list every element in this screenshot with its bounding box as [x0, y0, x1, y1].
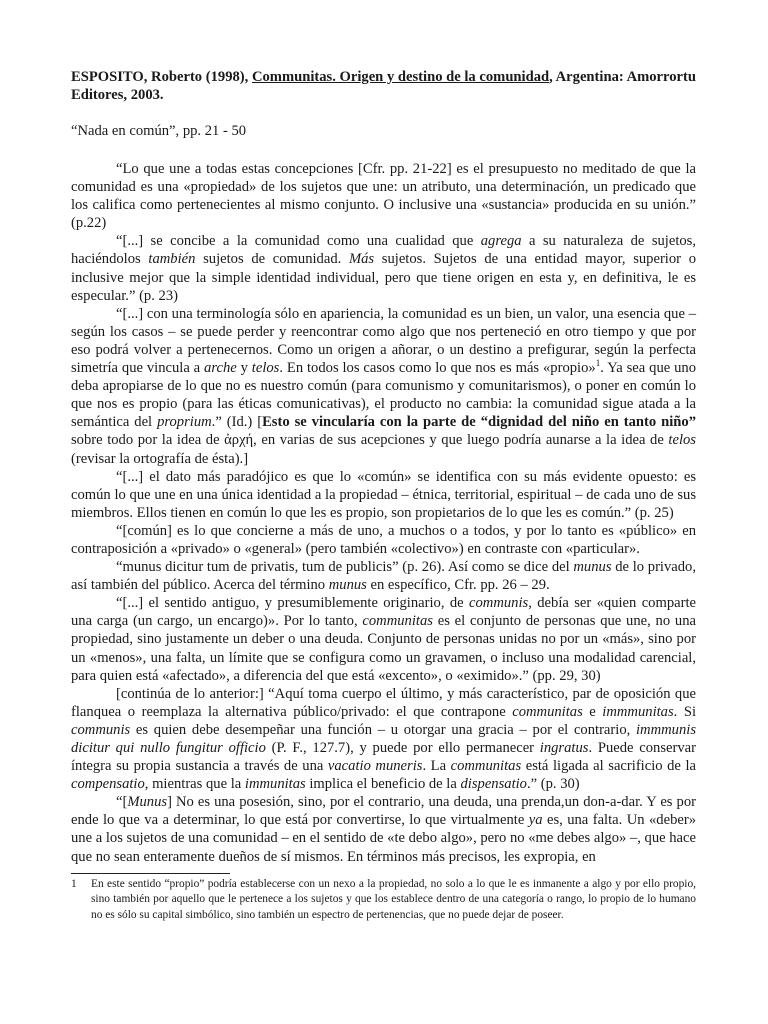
italic-term: communitas [362, 613, 433, 630]
italic-term: communis [469, 595, 529, 612]
italic-term: telos [668, 432, 696, 449]
paragraph-7 [71, 594, 696, 684]
text-span: es el conjunto de personas que une, no una propiedad, sino justamente un deber o una deuda. Conjunto de personas unidas no por un «más», sino por un «menos», una falta, un límite que se configura como un gravamen, o incluso una modalidad carencial, para quien está «afectado», a diferencia del que está «excento», o «eximido».” (pp. 29, 30) [71, 613, 696, 684]
paragraph-1: “Lo que une a todas estas concepciones [Cfr. pp. 21-22] es el presupuesto no meditado de que la comunidad es una «propiedad» de los sujetos que une: un atributo, una determinación, un predicado que los califica como pertenecientes al mismo conjunto. O inclusive una «sustancia» producida en su unión.” (p.22) [71, 161, 696, 232]
text-span: .” (Id.) [ [211, 414, 263, 431]
paragraph-6 [71, 558, 696, 594]
reference-title: Communitas. Origen y destino de la comunidad [251, 69, 550, 85]
text-span: es, una falta. Un «deber» une a los sujetos de una comunidad – en el sentido de «te debo algo», pero no «me debes algo» –, que hace que no sean enteramente dueños de sí mismos. En términos más precisos, les expropia, en [71, 812, 696, 865]
text-span: . Puede conservar íntegra su propia sustancia a través de una [71, 740, 696, 775]
italic-term: arche [204, 360, 237, 377]
italic-term: Munus [127, 794, 168, 811]
italic-term: munus [328, 577, 367, 594]
italic-term: proprium [157, 414, 212, 431]
italic-term: telos [251, 360, 280, 377]
text-span: “[ [116, 794, 128, 811]
paragraph-9 [71, 793, 696, 865]
text-span: de lo privado, así también del público. Acerca del término [71, 559, 696, 594]
text-span: sobre todo por la idea de ἀρχή, en varias de sus acepciones y que luego podría aunarse a la idea de [71, 432, 669, 449]
section-heading: “Nada en común”, pp. 21 - 50 [71, 123, 247, 139]
text-span: (P. F., 127.7), y puede por ello permanecer [265, 740, 540, 756]
text-span: , mientras que la [144, 776, 245, 793]
reference-publisher: , Argentina: Amorrortu Editores, 2003. [71, 69, 697, 103]
italic-term: vacatio muneris [327, 758, 423, 775]
text-span: en específico, Cfr. pp. 26 – 29. [366, 577, 550, 594]
text-span: está ligada al sacrificio de la [521, 758, 696, 775]
italic-term: también [148, 251, 196, 268]
italic-term: communitas [450, 758, 522, 775]
paragraph-8 [71, 685, 696, 794]
text-span: . En todos los casos como lo que nos es más «propio» [279, 360, 596, 377]
paragraph-5: “[común] es lo que concierne a más de uno, a muchos o a todos, y por lo tanto es «público» en contraposición a «privado» o «general» (pero también «colectivo») en contraste con «particular». [71, 522, 696, 557]
text-span: sujetos. Sujetos de una entidad mayor, superior o inclusive mejor que la simple identidad individual, pero que tiene origen en esta y, en definitiva, le es especular.” (p. 23) [71, 251, 696, 304]
italic-term: immunitas [244, 776, 306, 793]
text-span: es quien debe desempeñar una función – u otorgar una gracia – por el contrario, [130, 721, 636, 738]
paragraph-2 [71, 232, 696, 304]
bibliographic-reference [71, 68, 696, 104]
text-span: ] No es una posesión, sino, por el contrario, una deuda, una prenda,un don-a-dar. Y es por ende lo que va a determinar, lo que está por convertirse, lo que virtualmente [71, 794, 696, 829]
footnote-marker[interactable]: 1 [595, 358, 601, 369]
italic-term: compensatio [71, 776, 145, 793]
reference-author: ESPOSITO, Roberto (1998), [71, 69, 252, 85]
italic-term: munus [573, 559, 612, 576]
text-span: “[...] se concibe a la comunidad como una cualidad que [116, 233, 481, 250]
bold-note: Esto se vincularía con la parte de “dignidad del niño en tanto niño” [262, 414, 696, 431]
text-span: implica el beneficio de la [305, 776, 461, 793]
text-span: e [582, 703, 603, 720]
italic-term: agrega [480, 233, 522, 250]
text-span: . Ya sea que uno deba apropiarse de lo que no es nuestro común (para comunismo y comunitarismos), o poner en común lo que nos es propio (para las éticas comunicativas), el producto no cambia: la comunidad sigue atada a la semántica del [71, 360, 696, 431]
text-span: “[...] el sentido antiguo, y presumiblemente originario, de [116, 595, 470, 612]
footnote-text: En este sentido “propio” podría establecerse con un nexo a la propiedad, no solo a lo que le es inmanente a algo y por ello propio, sino también por aquello que le pertenece a los sujetos y que los establece dentro de una categoría o rango, lo propio de lo humano no es sólo su capital simbólico, sino también un espectro de pertenencias, que no puede dejar de poseer. [91, 877, 696, 921]
italic-term: ya [528, 812, 543, 829]
text-span: y [236, 360, 252, 377]
italic-term: ingratus [539, 740, 589, 756]
text-span: “munus dicitur tum de privatis, tum de publicis” (p. 26). Así como se dice del [116, 559, 574, 576]
italic-term: communis [71, 721, 131, 738]
italic-term: communitas [512, 703, 583, 720]
text-span: . Si [673, 703, 696, 720]
italic-term: immmunitas [602, 703, 674, 720]
text-span: sujetos de comunidad. [195, 251, 349, 268]
paragraph-3 [71, 305, 696, 468]
text-span: , debía ser «quien comparte una carga (un cargo, un encargo)». Por lo tanto, [71, 595, 696, 630]
paragraph-4: “[...] el dato más paradójico es que lo «común» se identifica con su más evidente opuesto: es común lo que une en una única identidad a la propiedad – étnica, territorial, espiritual – de cada uno de sus miembros. Ellos tienen en común lo que les es propio, son propietarios de lo que les es común.” (p. 25) [71, 468, 696, 521]
text-span: . La [422, 758, 451, 775]
italic-term: dispensatio [460, 776, 527, 793]
italic-term: immmunis dicitur qui nullo fungitur officio [71, 721, 696, 756]
footnote-separator [71, 873, 230, 874]
text-span: [continúa de lo anterior:] “Aquí toma cuerpo el último, y más característico, par de oposición que flanquea o reemplaza la alternativa público/privado: el que contrapone [71, 685, 696, 720]
italic-term: Más [348, 251, 375, 268]
text-span: a su naturaleza de sujetos, haciéndolos [71, 233, 697, 268]
footnote [71, 877, 696, 924]
text-span: “[...] con una terminología sólo en apariencia, la comunidad es un bien, un valor, una esencia que – según los casos – se puede perder y reencontrar como algo que nos perteneció en otro tiempo y que por eso podrá volver a pertenecernos. Como un origen a añorar, o un destino a prefigurar, según la perfecta simetría que vincula a [71, 305, 696, 377]
text-span: .” (p. 30) [526, 776, 580, 793]
text-span: (revisar la ortografía de ésta).] [71, 450, 249, 467]
footnote-number: 1 [71, 877, 77, 890]
